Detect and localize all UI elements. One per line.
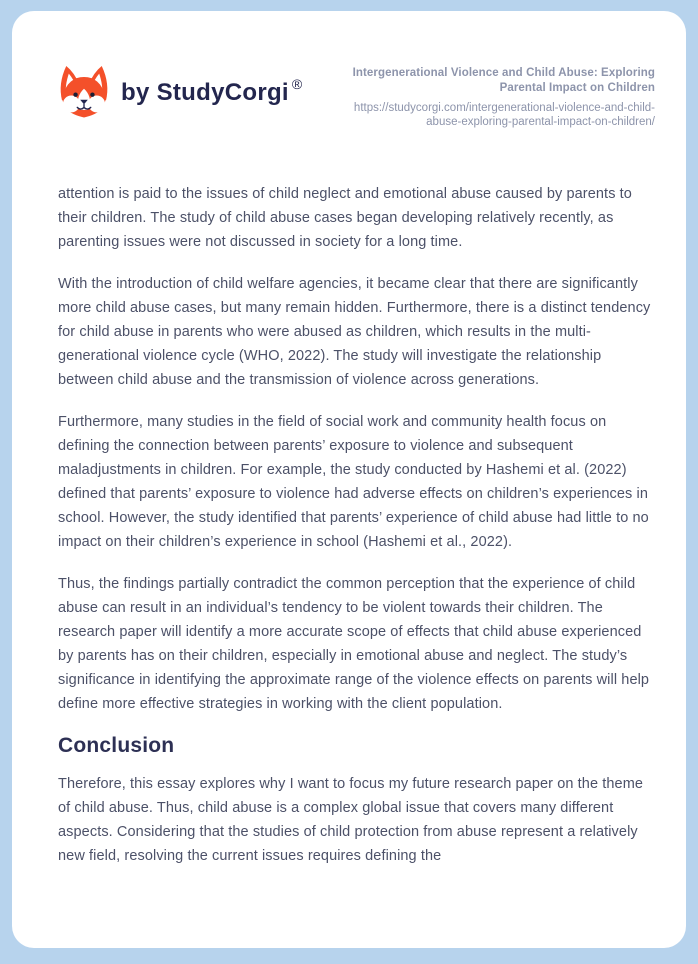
document-url-link[interactable]: https://studycorgi.com/intergenerational-violence-and-child-abuse-exploring-parental-impact-on-children/ [353,102,655,128]
paragraph: attention is paid to the issues of child neglect and emotional abuse caused by parents to their children. The study of child abuse cases began developing relatively recently, as parenting issues were not discussed in society for a long time. [58,186,632,250]
paragraph: Thus, the findings partially contradict the common perception that the experience of child abuse can result in an individual’s tendency to be violent towards their children. The research paper will identify a more accurate scope of effects that child abuse experienced by parents has on their children, especially in emotional abuse and neglect. The study’s significance in identifying the approximate range of the violence effects on parents will help define more effective strategies in working with the client population. [58,576,650,712]
paragraph: Furthermore, many studies in the field of social work and community health focus on defining the connection between parents’ exposure to violence and subsequent maladjustments in children. For example, the study conducted by Hashemi et al. (2022) defined that parents’ exposure to violence had adverse effects on children’s experiences in school. However, the study identified that parents’ experience of child abuse had little to no impact on their children’s experience in school (Hashemi et al., 2022). [58,414,649,550]
corgi-face-icon [57,64,111,122]
document-card [12,11,686,948]
registered-trademark: ® [291,76,303,92]
document-title: Intergenerational Violence and Child Abuse: Exploring Parental Impact on Children [352,67,655,94]
document-meta [319,64,655,129]
paragraph: With the introduction of child welfare agencies, it became clear that there are significantly more child abuse cases, but many remain hidden. Furthermore, there is a distinct tendency for child abuse in parents who were abused as children, which results in the multi-generational violence cycle (WHO, 2022). The study will investigate the relationship between child abuse and the transmission of violence across generations. [58,276,651,388]
studycorgi-brand [57,64,302,122]
conclusion-paragraph: Therefore, this essay explores why I want to focus my future research paper on the theme of child abuse. Thus, child abuse is a complex global issue that covers many different aspects. Considering that the studies of child protection from abuse represent a relatively new field, resolving the current issues requires defining the [58,776,644,864]
document-header [12,11,686,129]
conclusion-heading: Conclusion [58,734,175,757]
brand-name: by StudyCorgi [121,79,289,106]
essay-body [12,182,686,868]
